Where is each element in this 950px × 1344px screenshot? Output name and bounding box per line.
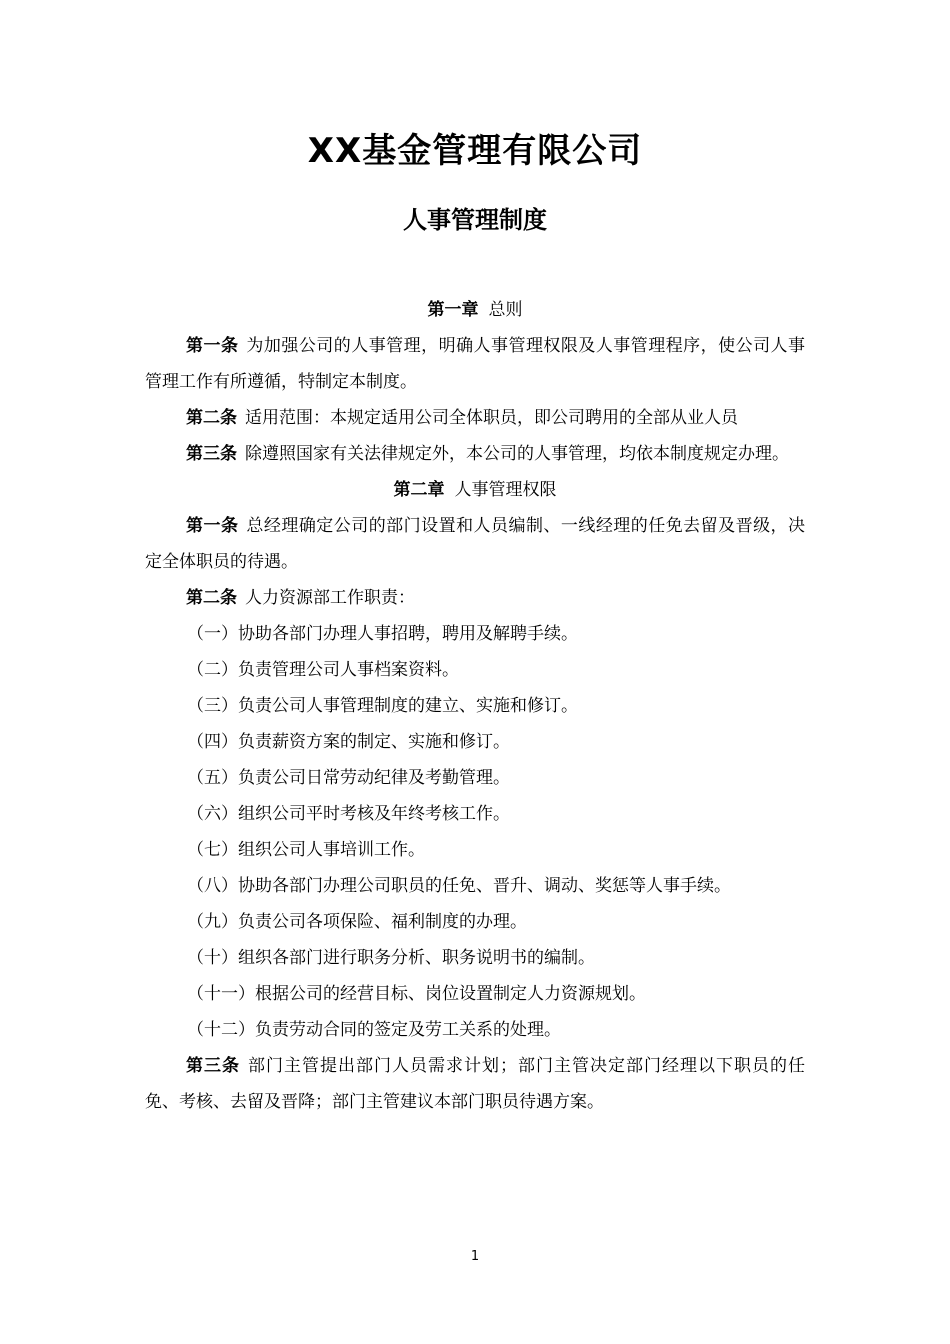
article-paragraph	[145, 400, 805, 436]
duty-item: （十一）根据公司的经营目标、岗位设置制定人力资源规划。	[187, 984, 646, 1004]
duty-item: （四）负责薪资方案的制定、实施和修订。	[187, 732, 510, 752]
chapter-name: 总则	[488, 300, 523, 320]
document-subtitle: 人事管理制度	[403, 206, 547, 234]
duty-item: （七）组织公司人事培训工作。	[187, 840, 425, 860]
article-paragraph	[145, 328, 805, 400]
article-label: 第三条	[186, 1056, 240, 1076]
duty-item: （五）负责公司日常劳动纪律及考勤管理。	[187, 768, 510, 788]
article-label: 第三条	[186, 444, 237, 464]
article-label: 第一条	[186, 516, 239, 536]
article-label: 第一条	[186, 336, 239, 356]
article-label: 第二条	[186, 408, 237, 428]
duty-item: （九）负责公司各项保险、福利制度的办理。	[187, 912, 527, 932]
document-title: XX基金管理有限公司	[307, 131, 643, 171]
document-body	[145, 292, 805, 1120]
duty-item: （一）协助各部门办理人事招聘，聘用及解聘手续。	[187, 624, 578, 644]
chapter-label: 第一章	[427, 300, 479, 320]
duty-item: （三）负责公司人事管理制度的建立、实施和修订。	[187, 696, 578, 716]
article-text: 部门主管提出部门人员需求计划；部门主管决定部门经理以下职员的任免、考核、去留及晋降；部门主管建议本部门职员待遇方案。	[145, 1056, 805, 1112]
article-label: 第二条	[186, 588, 237, 608]
chapter-heading	[145, 472, 805, 508]
article-paragraph	[145, 436, 805, 472]
duty-item: （八）协助各部门办理公司职员的任免、晋升、调动、奖惩等人事手续。	[187, 876, 731, 896]
article-text: 总经理确定公司的部门设置和人员编制、一线经理的任免去留及晋级，决定全体职员的待遇。	[145, 516, 806, 572]
chapter-name: 人事管理权限	[454, 480, 557, 500]
duty-item: （十）组织各部门进行职务分析、职务说明书的编制。	[187, 948, 595, 968]
article-text: 人力资源部工作职责：	[245, 588, 415, 608]
article-paragraph	[145, 580, 805, 616]
article-paragraph	[145, 1048, 805, 1120]
article-text: 除遵照国家有关法律规定外，本公司的人事管理，均依本制度规定办理。	[245, 444, 789, 464]
duty-item: （二）负责管理公司人事档案资料。	[187, 660, 459, 680]
chapter-label: 第二章	[393, 480, 445, 500]
article-text: 适用范围：本规定适用公司全体职员，即公司聘用的全部从业人员	[245, 408, 738, 428]
chapter-heading	[145, 292, 805, 328]
duty-item: （六）组织公司平时考核及年终考核工作。	[187, 804, 510, 824]
article-text: 为加强公司的人事管理，明确人事管理权限及人事管理程序，使公司人事管理工作有所遵循，特制定本制度。	[145, 336, 806, 392]
duty-item: （十二）负责劳动合同的签定及劳工关系的处理。	[187, 1020, 561, 1040]
page-number: 1	[470, 1249, 480, 1264]
article-paragraph	[145, 508, 805, 580]
